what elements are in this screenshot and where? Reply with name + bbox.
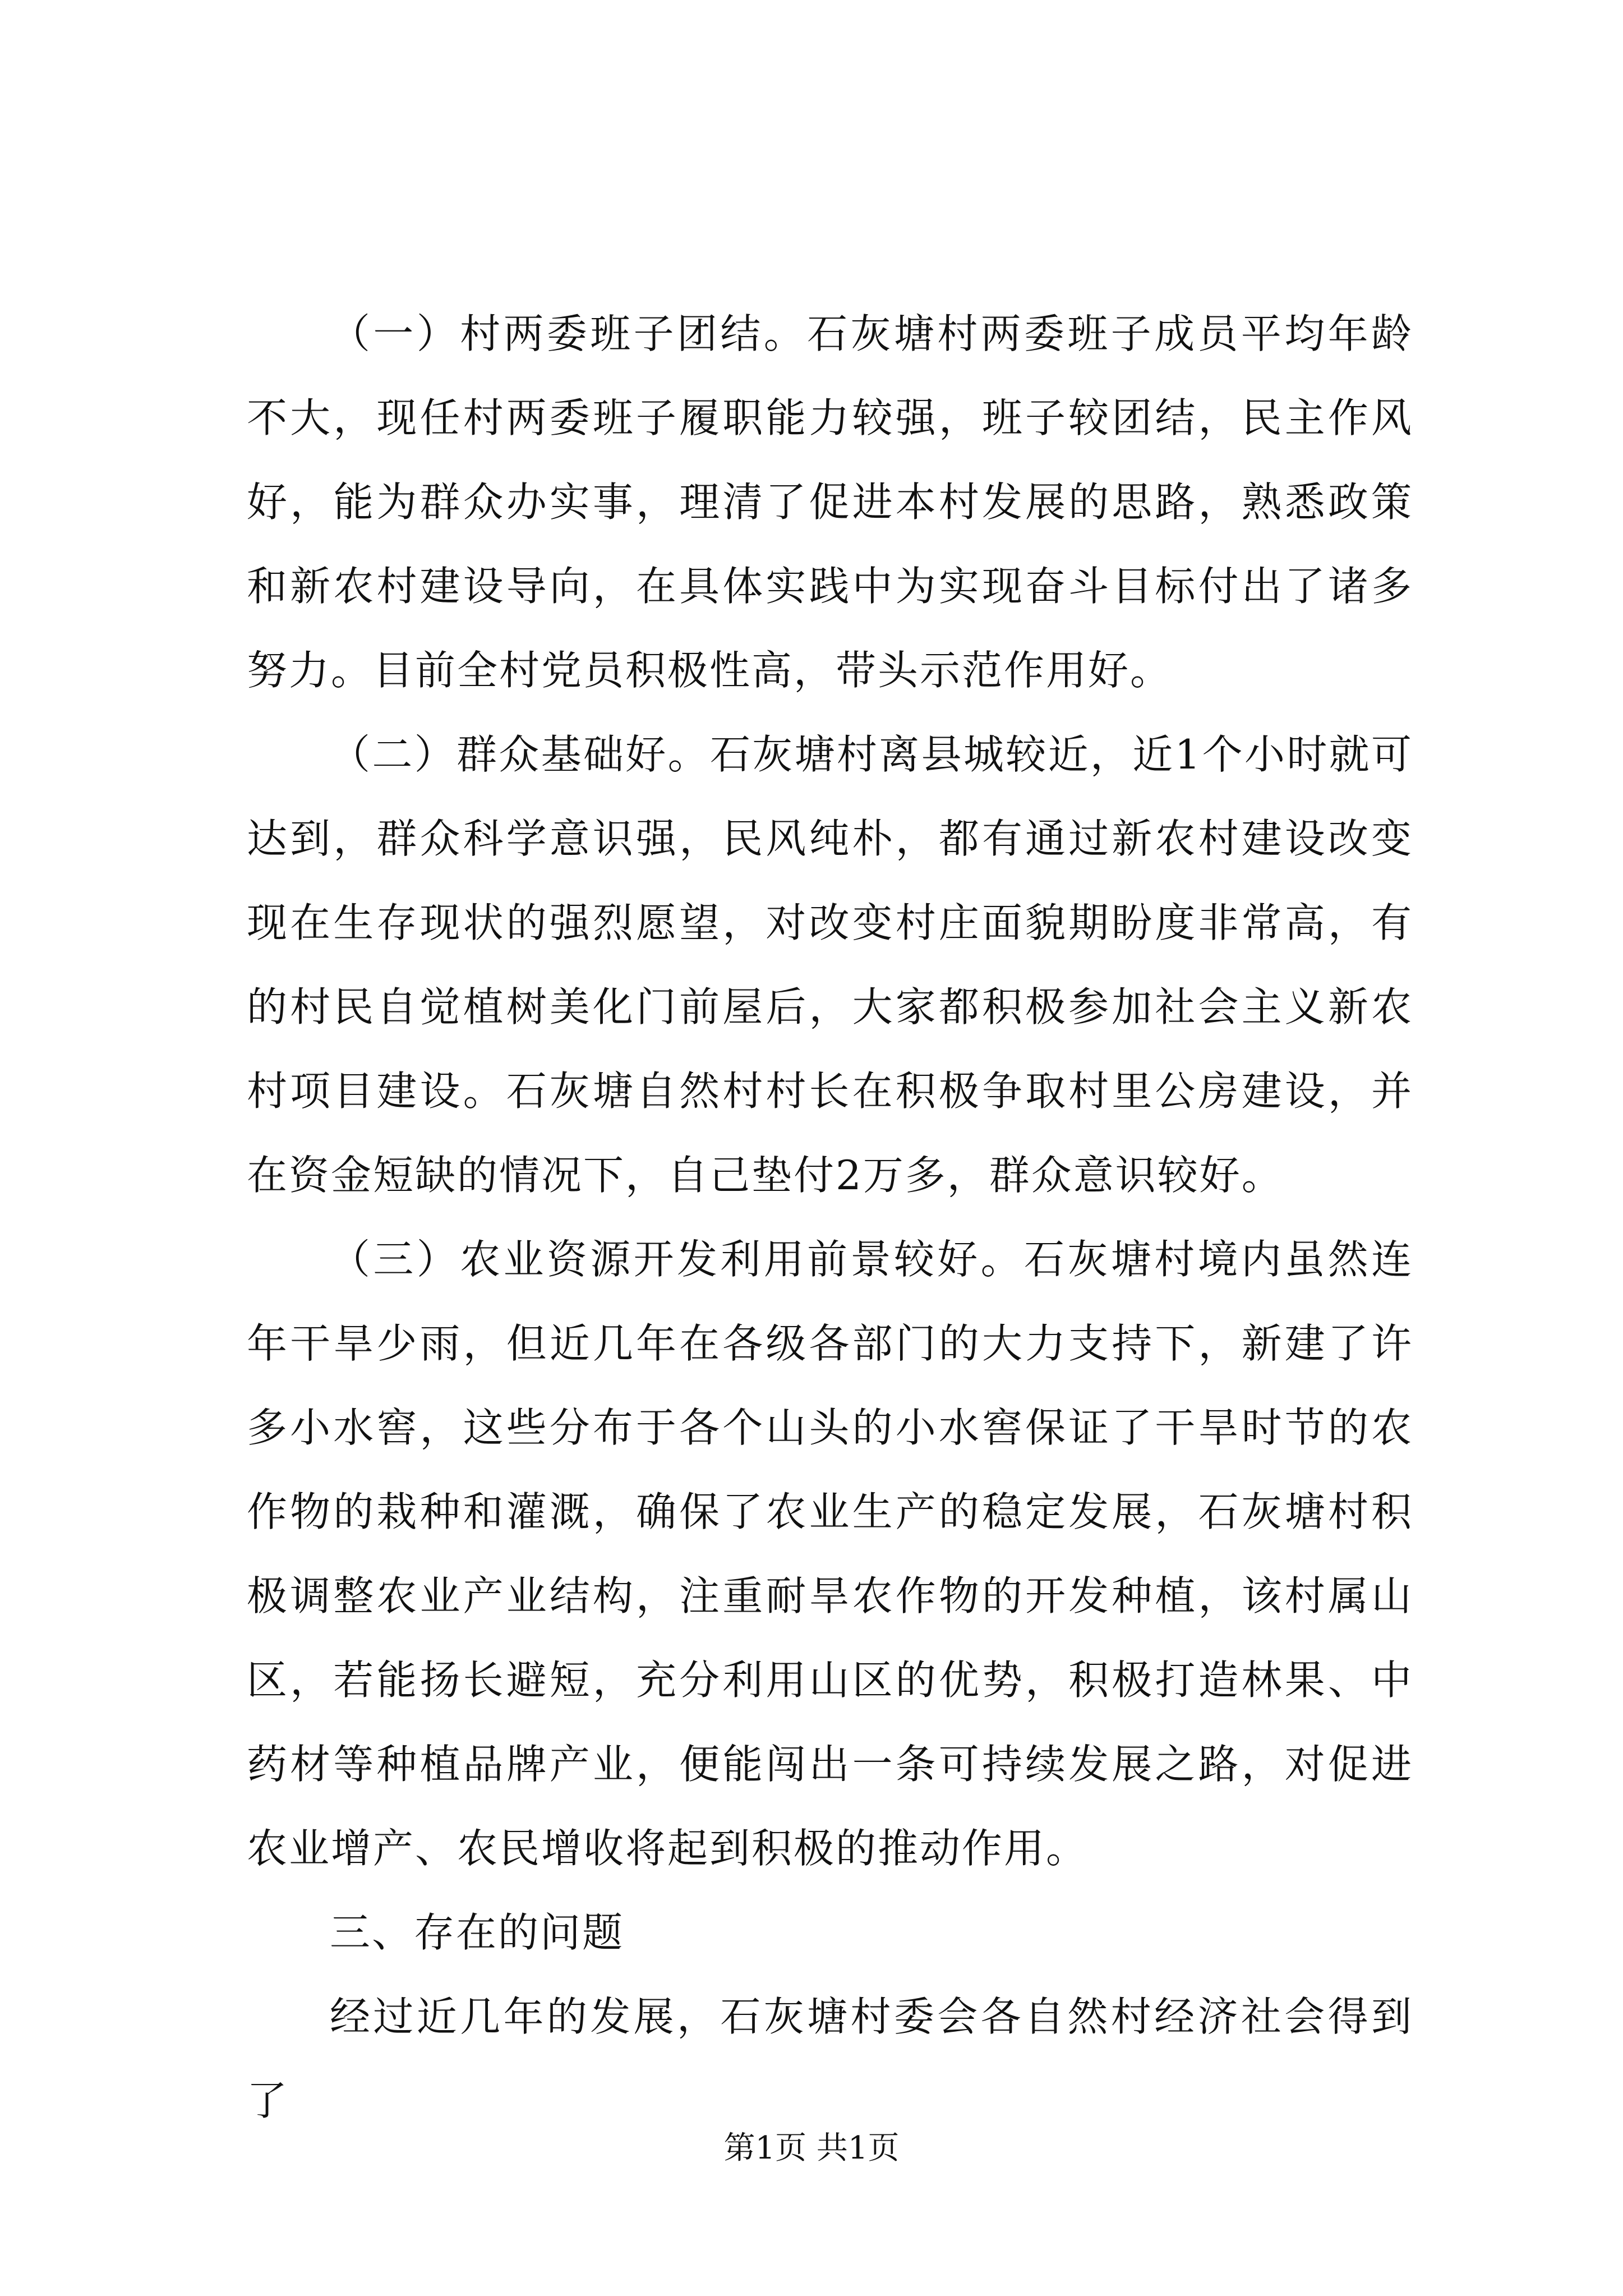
page-footer: 第1页 共1页 <box>723 2130 900 2166</box>
paragraph-development-intro: 经过近几年的发展，石灰塘村委会各自然村经济社会得到了 <box>247 1993 1413 2124</box>
paragraph-public-foundation: （二）群众基础好。石灰塘村离县城较近，近1个小时就可达到，群众科学意识强，民风纯朴，都有通过新农村建设改变现在生存现状的强烈愿望，对改变村庄面貌期盼度非常高，有的村民自觉植树美化门前屋后，大家都积极参加社会主义新农村项目建设。石灰塘自然村村长在积极争取村里公房建设，并在资金短缺的情况下，自己垫付2万多，群众意识较好。 <box>247 731 1413 1199</box>
document-body <box>247 292 1413 2143</box>
section-heading-problems: 三、存在的问题 <box>330 1909 625 1956</box>
paragraph-agricultural-resources: （三）农业资源开发利用前景较好。石灰塘村境内虽然连年干旱少雨，但近几年在各级各部门的大力支持下，新建了许多小水窖，这些分布于各个山头的小水窖保证了干旱时节的农作物的栽种和灌溉，确保了农业生产的稳定发展，石灰塘村积极调整农业产业结构，注重耐旱农作物的开发种植，该村属山区，若能扬长避短，充分利用山区的优势，积极打造林果、中药材等种植品牌产业，便能闯出一条可持续发展之路，对促进农业增产、农民增收将起到积极的推动作用。 <box>247 1236 1413 1872</box>
paragraph-committee-unity: （一）村两委班子团结。石灰塘村两委班子成员平均年龄不大，现任村两委班子履职能力较强，班子较团结，民主作风好，能为群众办实事，理清了促进本村发展的思路，熟悉政策和新农村建设导向，在具体实践中为实现奋斗目标付出了诸多努力。目前全村党员积极性高，带头示范作用好。 <box>247 310 1413 694</box>
